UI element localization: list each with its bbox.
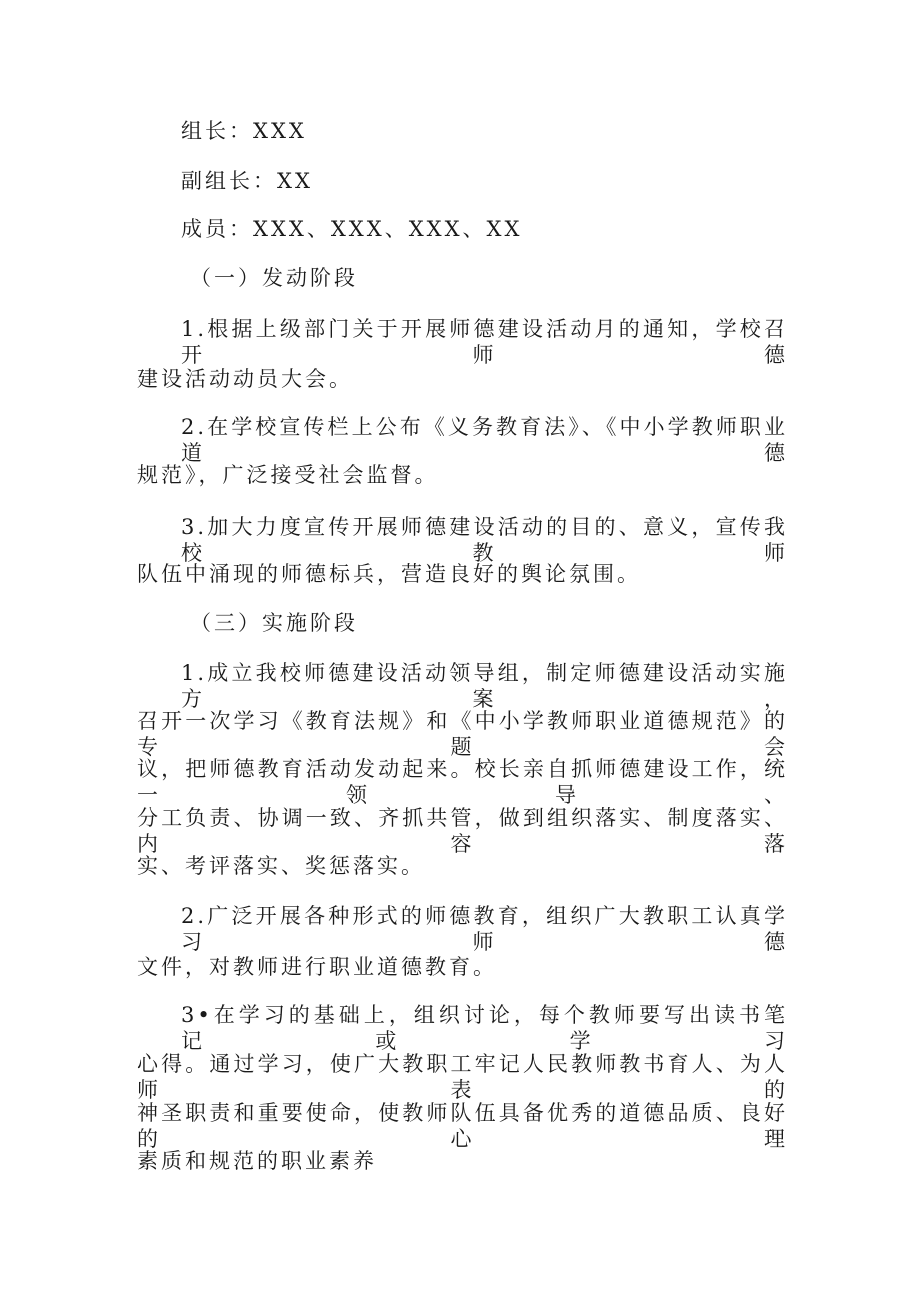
roster-members: 成员：XXX、XXX、XXX、XX	[181, 217, 523, 241]
implement-item-3-line-4: 素质和规范的职业素养	[137, 1149, 377, 1173]
implement-item-2-line-2: 文件，对教师进行职业道德教育。	[137, 955, 497, 979]
mobilize-item-3-line-1: 3.加大力度宣传开展师德建设活动的目的、意义，宣传我校教师	[181, 515, 788, 565]
implement-item-1-line-2: 召开一次学习《教育法规》和《中小学教师职业道德规范》的专题会	[137, 709, 788, 759]
mobilize-item-1-line-1: 1.根据上级部门关于开展师德建设活动月的通知，学校召开师德	[181, 317, 788, 367]
mobilize-item-2-line-1: 2.在学校宣传栏上公布《义务教育法》、《中小学教师职业道德	[181, 415, 788, 465]
implement-item-1-line-1: 1.成立我校师德建设活动领导组，制定师德建设活动实施方案，	[181, 661, 788, 711]
implement-item-1-line-4: 分工负责、协调一致、齐抓共管，做到组织落实、制度落实、内容落	[137, 806, 788, 856]
implement-item-1-line-3: 议，把师德教育活动发动起来。校长亲自抓师德建设工作，统一领导、	[137, 757, 788, 807]
implement-item-2-line-1: 2.广泛开展各种形式的师德教育，组织广大教职工认真学习师德	[181, 904, 788, 954]
mobilize-item-3-line-2: 队伍中涌现的师德标兵，营造良好的舆论氛围。	[137, 562, 641, 586]
mobilize-item-2-line-2: 规范》，广泛接受社会监督。	[137, 463, 439, 487]
implement-item-1-line-5: 实、考评落实、奖惩落实。	[137, 854, 425, 878]
implement-item-3-line-3: 神圣职责和重要使命，使教师队伍具备优秀的道德品质、良好的心理	[137, 1101, 788, 1151]
implement-item-3-line-2: 心得。通过学习，使广大教职工牢记人民教师教书育人、为人师表的	[137, 1052, 788, 1102]
roster-deputy: 副组长：XX	[181, 169, 313, 193]
roster-leader: 组长：XXX	[181, 119, 307, 143]
implement-item-3-line-1: 3•在学习的基础上，组织讨论，每个教师要写出读书笔记或学习	[181, 1003, 788, 1053]
mobilize-item-1-line-2: 建设活动动员大会。	[137, 367, 353, 391]
section-heading-implement: （三）实施阶段	[190, 611, 358, 635]
section-heading-mobilize: （一）发动阶段	[190, 266, 358, 290]
